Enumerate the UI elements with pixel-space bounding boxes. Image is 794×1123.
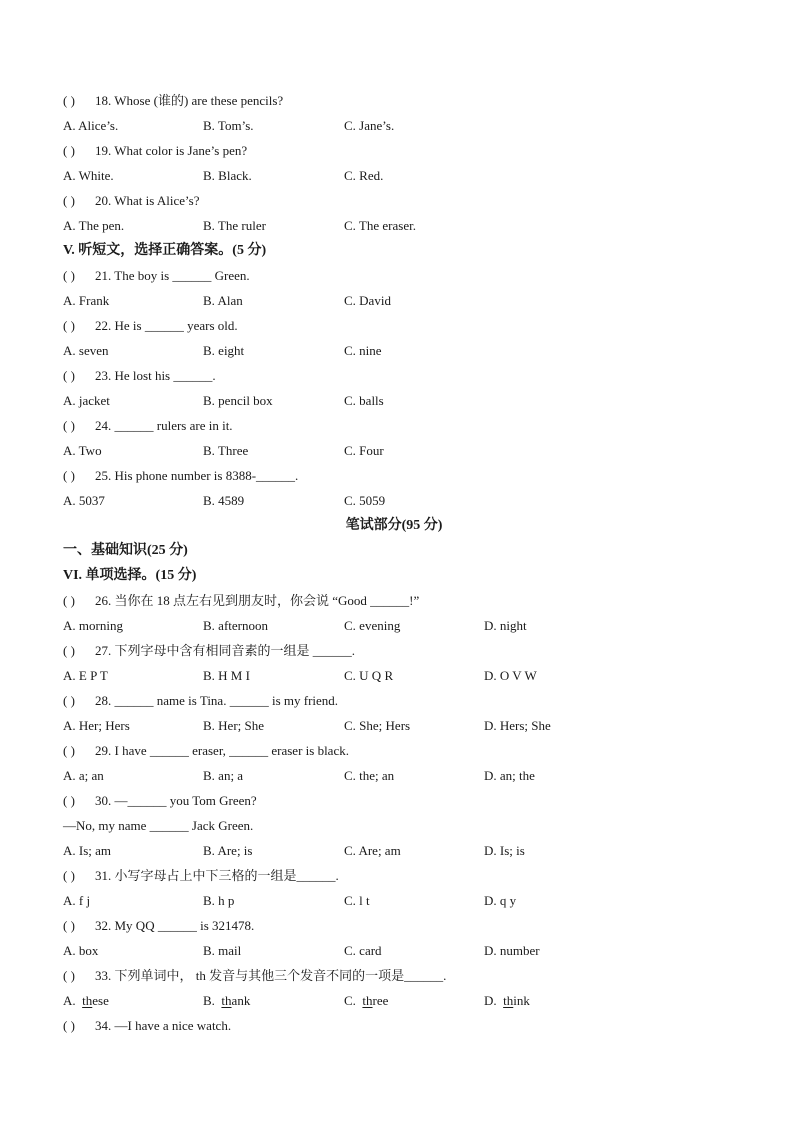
option-c: C. Four — [344, 443, 384, 458]
options-20 — [0, 213, 794, 238]
option-b: B. an; a — [203, 768, 244, 783]
option-d: D. number — [484, 943, 540, 958]
options-24 — [0, 438, 794, 463]
option-b: B. eight — [203, 343, 245, 358]
option-prefix: D. — [484, 993, 504, 1008]
question-20 — [0, 188, 794, 213]
option-b: B. Tom’s. — [203, 118, 254, 133]
answer-blank[interactable]: ( ) — [63, 918, 75, 933]
option-c: C. card — [344, 943, 382, 958]
option-prefix: C. — [344, 993, 363, 1008]
option-c: C. The eraser. — [344, 218, 416, 233]
question-stem: 34. —I have a nice watch. — [95, 1018, 232, 1033]
question-stem: 30. —______ you Tom Green? — [95, 793, 257, 808]
option-a: A. Frank — [63, 293, 110, 308]
option-a: A. White. — [63, 168, 114, 183]
section-heading-v: V. 听短文，选择正确答案。(5 分) — [63, 243, 267, 258]
question-stem: 19. What color is Jane’s pen? — [95, 143, 248, 158]
answer-blank[interactable]: ( ) — [63, 693, 75, 708]
option-c: C. Are; am — [344, 843, 401, 858]
option-a: A. morning — [63, 618, 123, 633]
option-c: C. l t — [344, 893, 370, 908]
question-19 — [0, 138, 794, 163]
question-stem: 23. He lost his ______. — [95, 368, 216, 383]
option-b: B. Her; She — [203, 718, 265, 733]
question-stem: 33. 下列单词中， th 发音与其他三个发音不同的一项是______. — [95, 968, 447, 983]
question-25 — [0, 463, 794, 488]
options-33 — [0, 988, 794, 1013]
option-rest: ink — [513, 993, 530, 1008]
option-rest: ree — [372, 993, 389, 1008]
options-18 — [0, 113, 794, 138]
option-b: B. The ruler — [203, 218, 266, 233]
options-22 — [0, 338, 794, 363]
answer-blank[interactable]: ( ) — [63, 93, 75, 108]
question-stem: 32. My QQ ______ is 321478. — [95, 918, 255, 933]
option-b — [203, 988, 250, 1013]
option-d: D. an; the — [484, 768, 535, 783]
option-d — [484, 988, 530, 1013]
question-stem: 21. The boy is ______ Green. — [95, 268, 250, 283]
question-33 — [0, 963, 794, 988]
question-22 — [0, 313, 794, 338]
option-a: A. seven — [63, 343, 109, 358]
options-30 — [0, 838, 794, 863]
answer-blank[interactable]: ( ) — [63, 368, 75, 383]
option-c: C. Jane’s. — [344, 118, 395, 133]
underlined-th: th — [503, 993, 514, 1008]
option-b: B. Black. — [203, 168, 252, 183]
question-stem: 25. His phone number is 8388-______. — [95, 468, 299, 483]
option-b: B. H M I — [203, 668, 250, 683]
option-c: C. David — [344, 293, 391, 308]
option-b: B. Alan — [203, 293, 243, 308]
option-a: A. a; an — [63, 768, 104, 783]
answer-blank[interactable]: ( ) — [63, 868, 75, 883]
answer-blank[interactable]: ( ) — [63, 968, 75, 983]
option-b: B. pencil box — [203, 393, 273, 408]
options-29 — [0, 763, 794, 788]
question-32 — [0, 913, 794, 938]
question-stem: 29. I have ______ eraser, ______ eraser is black. — [95, 743, 349, 758]
answer-blank[interactable]: ( ) — [63, 593, 75, 608]
option-d: D. Is; is — [484, 843, 525, 858]
section-heading-vi: VI. 单项选择。(15 分) — [63, 568, 197, 583]
answer-blank[interactable]: ( ) — [63, 1018, 75, 1033]
underlined-th: th — [221, 993, 232, 1008]
option-a: A. f j — [63, 893, 91, 908]
option-d: D. night — [484, 618, 527, 633]
question-21 — [0, 263, 794, 288]
option-b: B. Three — [203, 443, 249, 458]
option-c — [344, 988, 388, 1013]
option-prefix: B. — [203, 993, 222, 1008]
answer-blank[interactable]: ( ) — [63, 468, 75, 483]
option-rest: ank — [231, 993, 251, 1008]
option-c: C. the; an — [344, 768, 395, 783]
option-b: B. h p — [203, 893, 235, 908]
option-d: D. q y — [484, 893, 517, 908]
option-a: A. Is; am — [63, 843, 112, 858]
options-31 — [0, 888, 794, 913]
question-stem: 20. What is Alice’s? — [95, 193, 200, 208]
option-a: A. Her; Hers — [63, 718, 130, 733]
option-d: D. O V W — [484, 668, 537, 683]
answer-blank[interactable]: ( ) — [63, 268, 75, 283]
option-a: A. jacket — [63, 393, 110, 408]
answer-blank[interactable]: ( ) — [63, 143, 75, 158]
section-heading-basic: 一、基础知识(25 分) — [63, 543, 188, 558]
question-stem: 26. 当你在 18 点左右见到朋友时，你会说 “Good ______!” — [95, 593, 420, 608]
option-c: C. evening — [344, 618, 401, 633]
question-stem: 27. 下列字母中含有相同音素的一组是 ______. — [95, 643, 356, 658]
exam-page — [0, 88, 794, 1038]
question-29 — [0, 738, 794, 763]
answer-blank[interactable]: ( ) — [63, 643, 75, 658]
answer-blank[interactable]: ( ) — [63, 193, 75, 208]
written-part-title: 笔试部分(95 分) — [345, 518, 443, 533]
option-c: C. U Q R — [344, 668, 394, 683]
answer-blank[interactable]: ( ) — [63, 743, 75, 758]
question-26 — [0, 588, 794, 613]
question-28 — [0, 688, 794, 713]
option-a: A. E P T — [63, 668, 108, 683]
option-a — [63, 988, 109, 1013]
option-rest: ese — [92, 993, 109, 1008]
option-b: B. afternoon — [203, 618, 268, 633]
question-30 — [0, 788, 794, 813]
option-c: C. 5059 — [344, 493, 386, 508]
question-stem: 31. 小写字母占上中下三格的一组是______. — [95, 868, 339, 883]
option-prefix: A. — [63, 993, 83, 1008]
option-a: A. box — [63, 943, 99, 958]
option-d: D. Hers; She — [484, 718, 551, 733]
options-19 — [0, 163, 794, 188]
question-stem: 22. He is ______ years old. — [95, 318, 238, 333]
option-c: C. She; Hers — [344, 718, 411, 733]
options-28 — [0, 713, 794, 738]
options-32 — [0, 938, 794, 963]
option-b: B. mail — [203, 943, 242, 958]
underlined-th: th — [362, 993, 373, 1008]
question-34 — [0, 1013, 794, 1038]
underlined-th: th — [82, 993, 93, 1008]
options-27 — [0, 663, 794, 688]
answer-blank[interactable]: ( ) — [63, 418, 75, 433]
question-18 — [0, 88, 794, 113]
question-24 — [0, 413, 794, 438]
option-a: A. Alice’s. — [63, 118, 119, 133]
answer-blank[interactable]: ( ) — [63, 318, 75, 333]
option-c: C. balls — [344, 393, 384, 408]
options-26 — [0, 613, 794, 638]
option-a: A. The pen. — [63, 218, 125, 233]
question-stem: 24. ______ rulers are in it. — [95, 418, 233, 433]
question-stem: 18. Whose (谁的) are these pencils? — [95, 93, 284, 108]
question-stem: 28. ______ name is Tina. ______ is my friend. — [95, 693, 339, 708]
question-23 — [0, 363, 794, 388]
options-23 — [0, 388, 794, 413]
answer-blank[interactable]: ( ) — [63, 793, 75, 808]
options-21 — [0, 288, 794, 313]
question-27 — [0, 638, 794, 663]
option-a: A. Two — [63, 443, 102, 458]
question-31 — [0, 863, 794, 888]
option-a: A. 5037 — [63, 493, 105, 508]
option-b: B. Are; is — [203, 843, 253, 858]
question-30-reply: —No, my name ______ Jack Green. — [63, 818, 254, 833]
written-part-heading — [0, 513, 794, 538]
options-25 — [0, 488, 794, 513]
option-c: C. Red. — [344, 168, 384, 183]
option-b: B. 4589 — [203, 493, 245, 508]
option-c: C. nine — [344, 343, 382, 358]
